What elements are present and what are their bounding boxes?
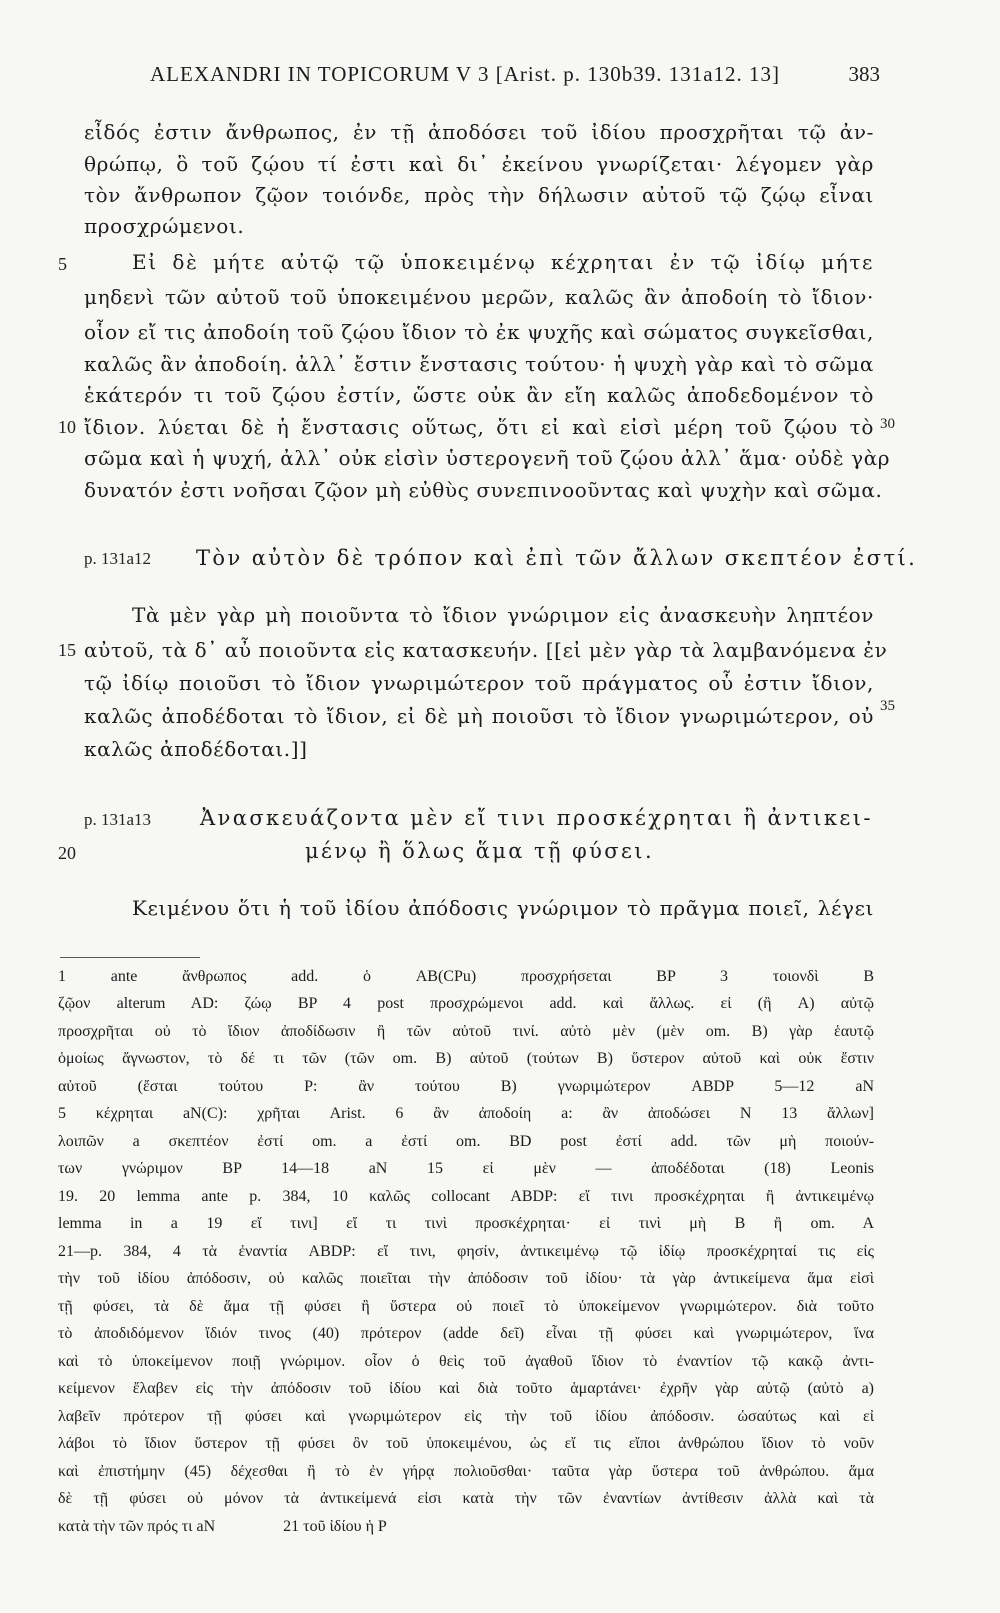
apparatus-entry: εἰ (ἢ A) αὐτῷ [720, 995, 875, 1012]
apparatus-line [58, 1075, 874, 1099]
apparatus-line [58, 1130, 874, 1154]
apparatus-entry: των γνώριμον BP [58, 1160, 242, 1177]
apparatus-entry: ὁμοίως ἄγνωστον, τὸ δέ τι τῶν (τῶν om. B) αὐτοῦ (τούτων B) ὕστερον αὐτοῦ καὶ οὐκ ἔστιν [58, 1050, 874, 1067]
text-line: ἴδιον. λύεται δὲ ἡ ἔνστασις οὕτως, ὅτι εἰ καὶ εἰσὶ μέρη τοῦ ζῴου τὸ [84, 415, 874, 439]
apparatus-entry: λάβοι τὸ ἴδιον ὕστερον τῇ φύσει ὂν τοῦ ὑποκειμένου, ὡς εἴ τις εἴποι ἀνθρώπου ἴδιον τὸ νοῦν [58, 1435, 874, 1452]
apparatus-entry: καὶ ἐπιστήμην (45) δέχεσθαι ἢ τὸ ἐν γήρᾳ πολιοῦσθαι· ταῦτα γὰρ ὕστερα τοῦ ἀνθρώπου. ἅμα [58, 1463, 874, 1480]
text-line: προσχρώμενοι. [84, 214, 245, 238]
margin-number: 35 [880, 698, 895, 714]
apparatus-entry: λαβεῖν πρότερον τῇ φύσει καὶ γνωριμώτερον εἰς τὴν τοῦ ἰδίου ἀπόδοσιν. ὡσαύτως καὶ εἰ [58, 1408, 874, 1425]
apparatus-line [58, 1185, 874, 1209]
apparatus-line [58, 1487, 874, 1511]
apparatus-entry: 14—18 aN [281, 1160, 388, 1177]
apparatus-entry: ἢ om. A [773, 1215, 875, 1232]
apparatus-line [58, 1267, 874, 1291]
line-number: 20 [58, 843, 76, 863]
apparatus-entry: τὴν τοῦ ἰδίου ἀπόδοσιν, οὐ καλῶς ποιεῖται τὴν ἀπόδοσιν τοῦ ἰδίου· τὰ γὰρ ἀντικείμενα ἅμα εἰσὶ [58, 1270, 874, 1287]
lemma: Ἀνασκευάζοντα μὲν εἴ τινι προσκέχρηται ἢ ἀντικει- [200, 806, 873, 830]
line-number: 10 [58, 417, 76, 437]
text-line: τὸν ἄνθρωπον ζῷον τοιόνδε, πρὸς τὴν δήλωσιν αὐτοῦ τῷ ζῴῳ εἶναι [84, 183, 874, 207]
apparatus-entry: 21—p. 384, 4 τὰ ἐναντία ABDP: εἴ τινι, φησίν, ἀντικειμένῳ τῷ ἰδίῳ προσκέχρηταί τις εἰς [58, 1243, 874, 1260]
apparatus-entry: καὶ τὸ ὑποκείμενον ποιῇ γνώριμον. οἷον ὁ θεὶς τοῦ ἀγαθοῦ ἴδιον τὸ ἐναντίον τῷ κακῷ ἀντι- [58, 1353, 874, 1370]
apparatus-entry: 21 τοῦ ἰδίου ἡ P [283, 1518, 387, 1535]
lemma: μένῳ ἢ ὅλως ἅμα τῇ φύσει. [305, 839, 655, 863]
margin-number: 30 [880, 416, 895, 432]
apparatus-entry: αὐτοῦ (ἔσται τούτου P: ἂν τούτου B) γνωριμώτερον ABDP [58, 1078, 734, 1095]
text-line: θρώπῳ, ὃ τοῦ ζῴου τί ἐστι καὶ δι᾽ ἐκείνου γνωρίζεται· λέγομεν γὰρ [84, 152, 874, 176]
section-reference: p. 131a12 [84, 549, 152, 568]
apparatus-entry: ζῷον alterum AD: ζώῳ BP [58, 995, 317, 1012]
apparatus-line [58, 1240, 874, 1264]
running-head-title: ALEXANDRI IN TOPICORUM V 3 [Arist. p. 130b39. 131a12. 13] [150, 62, 781, 86]
apparatus-line [58, 965, 874, 989]
apparatus-line [58, 1157, 874, 1181]
apparatus-entry: 13 ἄλλων] [781, 1105, 875, 1122]
apparatus-entry: 3 τοιονδὶ B [720, 968, 875, 985]
apparatus-line [58, 1047, 874, 1071]
running-header [150, 62, 880, 92]
apparatus-line [58, 1020, 874, 1044]
text-line: τῷ ἰδίῳ ποιοῦσι τὸ ἴδιον γνωριμώτερον τοῦ πράγματος οὗ ἐστιν ἴδιον, [84, 671, 874, 695]
page-number: 383 [848, 62, 880, 86]
apparatus-entry: lemma in a [58, 1215, 178, 1232]
text-line: Κειμένου ὅτι ἡ τοῦ ἰδίου ἀπόδοσις γνώριμον τὸ πρᾶγμα ποιεῖ, λέγει [132, 896, 874, 920]
text-line: μηδενὶ τῶν αὐτοῦ τοῦ ὑποκειμένου μερῶν, καλῶς ἂν ἀποδοίη τὸ ἴδιον· [84, 285, 874, 309]
apparatus-entry: 1 ante ἄνθρωπος add. ὁ AB(CPu) [58, 968, 477, 985]
text-line: αὐτοῦ, τὰ δ᾽ αὖ ποιοῦντα εἰς κατασκευήν. [[εἰ μὲν γὰρ τὰ λαμβανόμενα ἐν [84, 638, 888, 662]
section-reference: p. 131a13 [84, 810, 152, 829]
apparatus-entry: προσχρῆται οὐ τὸ ἴδιον ἀποδίδωσιν ἢ τῶν αὐτοῦ τινί. αὐτὸ μὲν (μὲν om. B) γὰρ ἑαυτῷ [58, 1023, 874, 1040]
line-number: 15 [58, 640, 76, 660]
apparatus-entry: 5—12 aN [774, 1078, 874, 1095]
text-line: ἑκάτερόν τι τοῦ ζῴου ἐστίν, ὥστε οὐκ ἂν εἴη καλῶς ἀποδεδομένον τὸ [84, 383, 874, 407]
apparatus-entry: δὲ τῇ φύσει οὐ μόνον τὰ ἀντικείμενά εἰσι κατὰ τὴν τῶν ἐναντίων ἀντίθεσιν ἀλλὰ καὶ τὰ [58, 1490, 874, 1507]
text-line: καλῶς ἀποδέδοται.]] [84, 737, 308, 761]
text-line: Τὰ μὲν γὰρ μὴ ποιοῦντα τὸ ἴδιον γνώριμον εἰς ἀνασκευὴν ληπτέον [132, 603, 874, 627]
text-line: καλῶς ἂν ἀποδοίη. ἀλλ᾽ ἔστιν ἔνστασις τούτου· ἡ ψυχὴ γὰρ καὶ τὸ σῶμα [84, 352, 874, 376]
apparatus-entry: post ἐστί add. τῶν μὴ ποιούν- [560, 1133, 875, 1150]
text-line: Εἰ δὲ μήτε αὐτῷ τῷ ὑποκειμένῳ κέχρηται ἐν τῷ ἰδίῳ μήτε [132, 250, 874, 274]
apparatus-entry: τὸ ἀποδιδόμενον ἴδιόν τινος (40) πρότερον (adde δεῖ) εἶναι τῇ φύσει καὶ γνωριμώτερον, ἵνα [58, 1325, 874, 1342]
apparatus-entry: λοιπῶν a [58, 1133, 140, 1150]
apparatus-line [58, 1460, 874, 1484]
apparatus-entry: 5 κέχρηται aN(C): χρῆται Arist. [58, 1105, 366, 1122]
apparatus-line [58, 1377, 874, 1401]
apparatus-line [58, 1432, 874, 1456]
apparatus-entry: κείμενον ἔλαβεν εἰς τὴν ἀπόδοσιν τοῦ ἰδίου καὶ διὰ τοῦτο ἁμαρτάνει· ἐχρῆν γὰρ αὐτῷ (αὐτὸ a) [58, 1380, 874, 1397]
apparatus-entry: 19. 20 lemma ante p. 384, 10 καλῶς collocant ABDP: εἴ τινι προσκέχρηται ἢ ἀντικειμένῳ [58, 1188, 874, 1205]
apparatus-entry: 4 post προσχρώμενοι add. καὶ ἄλλως. [343, 995, 695, 1012]
apparatus-entry: ἐστί om. BD [401, 1133, 532, 1150]
text-line: καλῶς ἀποδέδοται τὸ ἴδιον, εἰ δὲ μὴ ποιοῦσι τὸ ἴδιον γνωριμώτερον, οὐ [84, 704, 874, 728]
footnote-rule [60, 957, 200, 958]
line-number: 5 [58, 254, 67, 274]
apparatus-line [58, 1515, 874, 1539]
apparatus-entry: 15 εἰ μὲν — ἀποδέδοται (18) Leonis [427, 1160, 875, 1177]
apparatus-entry: 6 ἂν ἀποδοίη a: ἂν ἀποδώσει N [395, 1105, 752, 1122]
apparatus-entry: τῇ φύσει, τὰ δὲ ἅμα τῇ φύσει ἢ ὕστερα οὐ ποιεῖ τὸ ὑποκείμενον γνωριμώτερον. διὰ τοῦτο [58, 1298, 874, 1315]
apparatus-entry: 19 εἴ τινι] εἴ τι τινὶ προσκέχρηται· εἰ τινὶ μὴ B [206, 1215, 746, 1232]
apparatus-line [58, 1295, 874, 1319]
apparatus-line [58, 1212, 874, 1236]
lemma: Τὸν αὐτὸν δὲ τρόπον καὶ ἐπὶ τῶν ἄλλων σκεπτέον ἐστί. [196, 546, 918, 570]
apparatus-line [58, 992, 874, 1016]
apparatus-line [58, 1102, 874, 1126]
apparatus-line [58, 1405, 874, 1429]
apparatus-line [58, 1350, 874, 1374]
text-line: δυνατόν ἐστι νοῆσαι ζῷον μὴ εὐθὺς συνεπινοοῦντας καὶ ψυχὴν καὶ σῶμα. [84, 478, 883, 502]
text-line: οἷον εἴ τις ἀποδοίη τοῦ ζῴου ἴδιον τὸ ἐκ ψυχῆς καὶ σώματος συγκεῖσθαι, [84, 320, 874, 344]
apparatus-entry: προσχρήσεται BP [520, 968, 676, 985]
apparatus-entry: κατὰ τὴν τῶν πρός τι aN [58, 1518, 216, 1535]
text-line: εἶδός ἐστιν ἄνθρωπος, ἐν τῇ ἀποδόσει τοῦ ἰδίου προσχρῆται τῷ ἀν- [84, 120, 874, 144]
text-line: σῶμα καὶ ἡ ψυχή, ἀλλ᾽ οὐκ εἰσὶν ὑστερογενῆ τοῦ ζῴου ἀλλ᾽ ἅμα· οὐδὲ γὰρ [84, 446, 891, 470]
apparatus-entry: σκεπτέον ἐστί om. a [168, 1133, 373, 1150]
apparatus-line [58, 1322, 874, 1346]
